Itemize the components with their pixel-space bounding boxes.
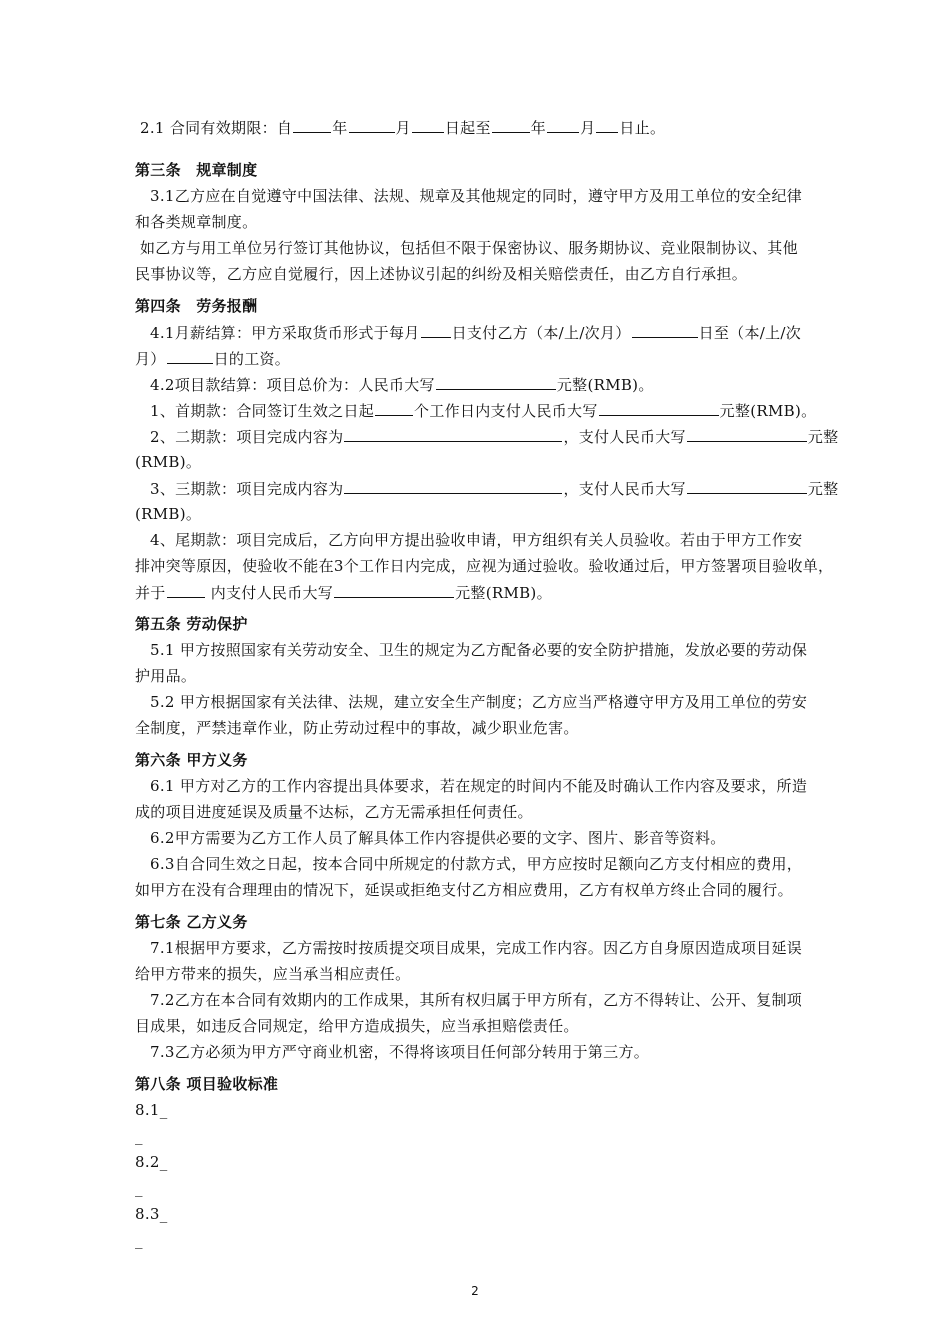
text: 2、二期款：项目完成内容为 — [150, 428, 344, 446]
blank-year-start — [293, 117, 331, 133]
blank-month-start — [349, 117, 395, 133]
text: 个工作日内支付人民币大写 — [414, 402, 598, 420]
text: 3、三期款：项目完成内容为 — [150, 480, 344, 498]
item-8-1: 8.1_ — [135, 1101, 168, 1119]
article-5-title: 第五条 劳动保护 — [135, 615, 248, 633]
blank-days — [167, 582, 205, 598]
clause-4-final-payment-line1: 4、尾期款：项目完成后，乙方向甲方提出验收申请，甲方组织有关人员验收。若由于甲方工作安 — [150, 531, 803, 549]
text: 日至（本/上/次 — [698, 324, 802, 342]
blank-content — [344, 426, 562, 442]
clause-6-2: 6.2甲方需要为乙方工作人员了解具体工作内容提供必要的文字、图片、影音等资料。 — [150, 829, 726, 847]
blank-total-amount — [436, 374, 556, 390]
article-4-title: 第四条 劳务报酬 — [135, 297, 258, 315]
blank-period-end — [167, 348, 213, 364]
text: 元整 — [807, 480, 839, 498]
clause-6-1-line1: 6.1 甲方对乙方的工作内容提出具体要求，若在规定的时间内不能及时确认工作内容及要求，所造 — [150, 777, 808, 795]
page-number: 2 — [471, 1284, 479, 1298]
text: 元整(RMB)。 — [455, 584, 552, 602]
clause-4-second-payment-line1 — [150, 426, 865, 447]
text: 月 — [580, 119, 596, 137]
text: 元整 — [807, 428, 839, 446]
text: ，支付人民币大写 — [563, 428, 686, 446]
text: 元整(RMB)。 — [719, 402, 817, 420]
text: 日支付乙方（本/上/次月） — [451, 324, 631, 342]
clause-7-2-line1: 7.2乙方在本合同有效期内的工作成果，其所有权归属于甲方所有，乙方不得转让、公开、复制项 — [150, 991, 803, 1009]
item-8-2-continuation: _ — [135, 1179, 143, 1197]
clause-7-3: 7.3乙方必须为甲方严守商业机密，不得将该项目任何部分转用于第三方。 — [150, 1043, 650, 1061]
text: 月 — [395, 119, 411, 137]
text: 并于 — [135, 584, 166, 602]
blank-amount — [334, 582, 454, 598]
blank-amount — [687, 426, 807, 442]
blank-amount — [599, 400, 719, 416]
text: 年 — [530, 119, 547, 137]
text: 4.2项目款结算：项目总价为：人民币大写 — [150, 376, 435, 394]
blank-month-end — [547, 117, 579, 133]
blank-day — [421, 322, 451, 338]
text: 4.1月薪结算：甲方采取货币形式于每月 — [150, 324, 420, 342]
clause-4-1-line2 — [135, 348, 865, 369]
item-8-3: 8.3_ — [135, 1205, 168, 1223]
clause-4-final-payment-line3 — [135, 582, 865, 603]
clause-5-2-line2: 全制度，严禁违章作业，防止劳动过程中的事故，减少职业危害。 — [135, 719, 579, 737]
clause-3-2-line1: 如乙方与用工单位另行签订其他协议，包括但不限于保密协议、服务期协议、竞业限制协议、其他 — [140, 239, 798, 257]
text: 日止。 — [619, 119, 666, 137]
text: 内支付人民币大写 — [210, 584, 334, 602]
blank-period-start — [632, 322, 698, 338]
clause-2-1 — [140, 117, 870, 138]
text: 月） — [135, 350, 166, 368]
text: 元整(RMB)。 — [556, 376, 654, 394]
item-8-3-continuation: _ — [135, 1231, 143, 1249]
clause-4-third-payment-line2: (RMB)。 — [135, 505, 202, 523]
clause-4-2 — [150, 374, 880, 395]
clause-6-3-line2: 如甲方在没有合理理由的情况下，延误或拒绝支付乙方相应费用，乙方有权单方终止合同的履行。 — [135, 881, 793, 899]
clause-7-1-line1: 7.1根据甲方要求，乙方需按时按质提交项目成果，完成工作内容。因乙方自身原因造成项目延误 — [150, 939, 803, 957]
text: 日起至 — [444, 119, 491, 137]
clause-3-1-line1: 3.1乙方应在自觉遵守中国法律、法规、规章及其他规定的同时，遵守甲方及用工单位的安全纪律 — [150, 187, 803, 205]
clause-4-first-payment — [150, 400, 880, 421]
clause-6-1-line2: 成的项目进度延误及质量不达标，乙方无需承担任何责任。 — [135, 803, 533, 821]
clause-5-2-line1: 5.2 甲方根据国家有关法律、法规，建立安全生产制度；乙方应当严格遵守甲方及用工单位的劳安 — [150, 693, 808, 711]
text: 日的工资。 — [213, 350, 291, 368]
clause-7-1-line2: 给甲方带来的损失，应当承当相应责任。 — [135, 965, 411, 983]
text: 1、首期款：合同签订生效之日起 — [150, 402, 375, 420]
clause-5-1-line2: 护用品。 — [135, 667, 197, 685]
clause-7-2-line2: 目成果，如违反合同规定，给甲方造成损失，应当承担赔偿责任。 — [135, 1017, 579, 1035]
text: 年 — [332, 119, 348, 137]
blank-day-end — [596, 117, 618, 133]
item-8-1-continuation: _ — [135, 1127, 143, 1145]
article-3-title: 第三条 规章制度 — [135, 161, 258, 179]
text: 2.1 合同有效期限：自 — [140, 119, 293, 137]
clause-5-1-line1: 5.1 甲方按照国家有关劳动安全、卫生的规定为乙方配备必要的安全防护措施，发放必要的劳动保 — [150, 641, 808, 659]
article-7-title: 第七条 乙方义务 — [135, 913, 248, 931]
article-6-title: 第六条 甲方义务 — [135, 751, 248, 769]
blank-content — [344, 478, 562, 494]
clause-4-1-line1 — [150, 322, 880, 343]
blank-year-end — [492, 117, 530, 133]
clause-4-second-payment-line2: (RMB)。 — [135, 453, 202, 471]
clause-4-final-payment-line2: 排冲突等原因，使验收不能在3个工作日内完成，应视为通过验收。验收通过后，甲方签署项目验收单， — [135, 557, 834, 575]
clause-4-third-payment-line1 — [150, 478, 865, 499]
clause-3-1-line2: 和各类规章制度。 — [135, 213, 258, 231]
article-8-title: 第八条 项目验收标准 — [135, 1075, 279, 1093]
blank-workdays — [375, 400, 413, 416]
text: ，支付人民币大写 — [563, 480, 686, 498]
item-8-2: 8.2_ — [135, 1153, 168, 1171]
clause-3-2-line2: 民事协议等，乙方应自觉履行，因上述协议引起的纠纷及相关赔偿责任，由乙方自行承担。 — [135, 265, 748, 283]
blank-day-start — [412, 117, 444, 133]
clause-6-3-line1: 6.3自合同生效之日起，按本合同中所规定的付款方式，甲方应按时足额向乙方支付相应的费用， — [150, 855, 803, 873]
blank-amount — [687, 478, 807, 494]
